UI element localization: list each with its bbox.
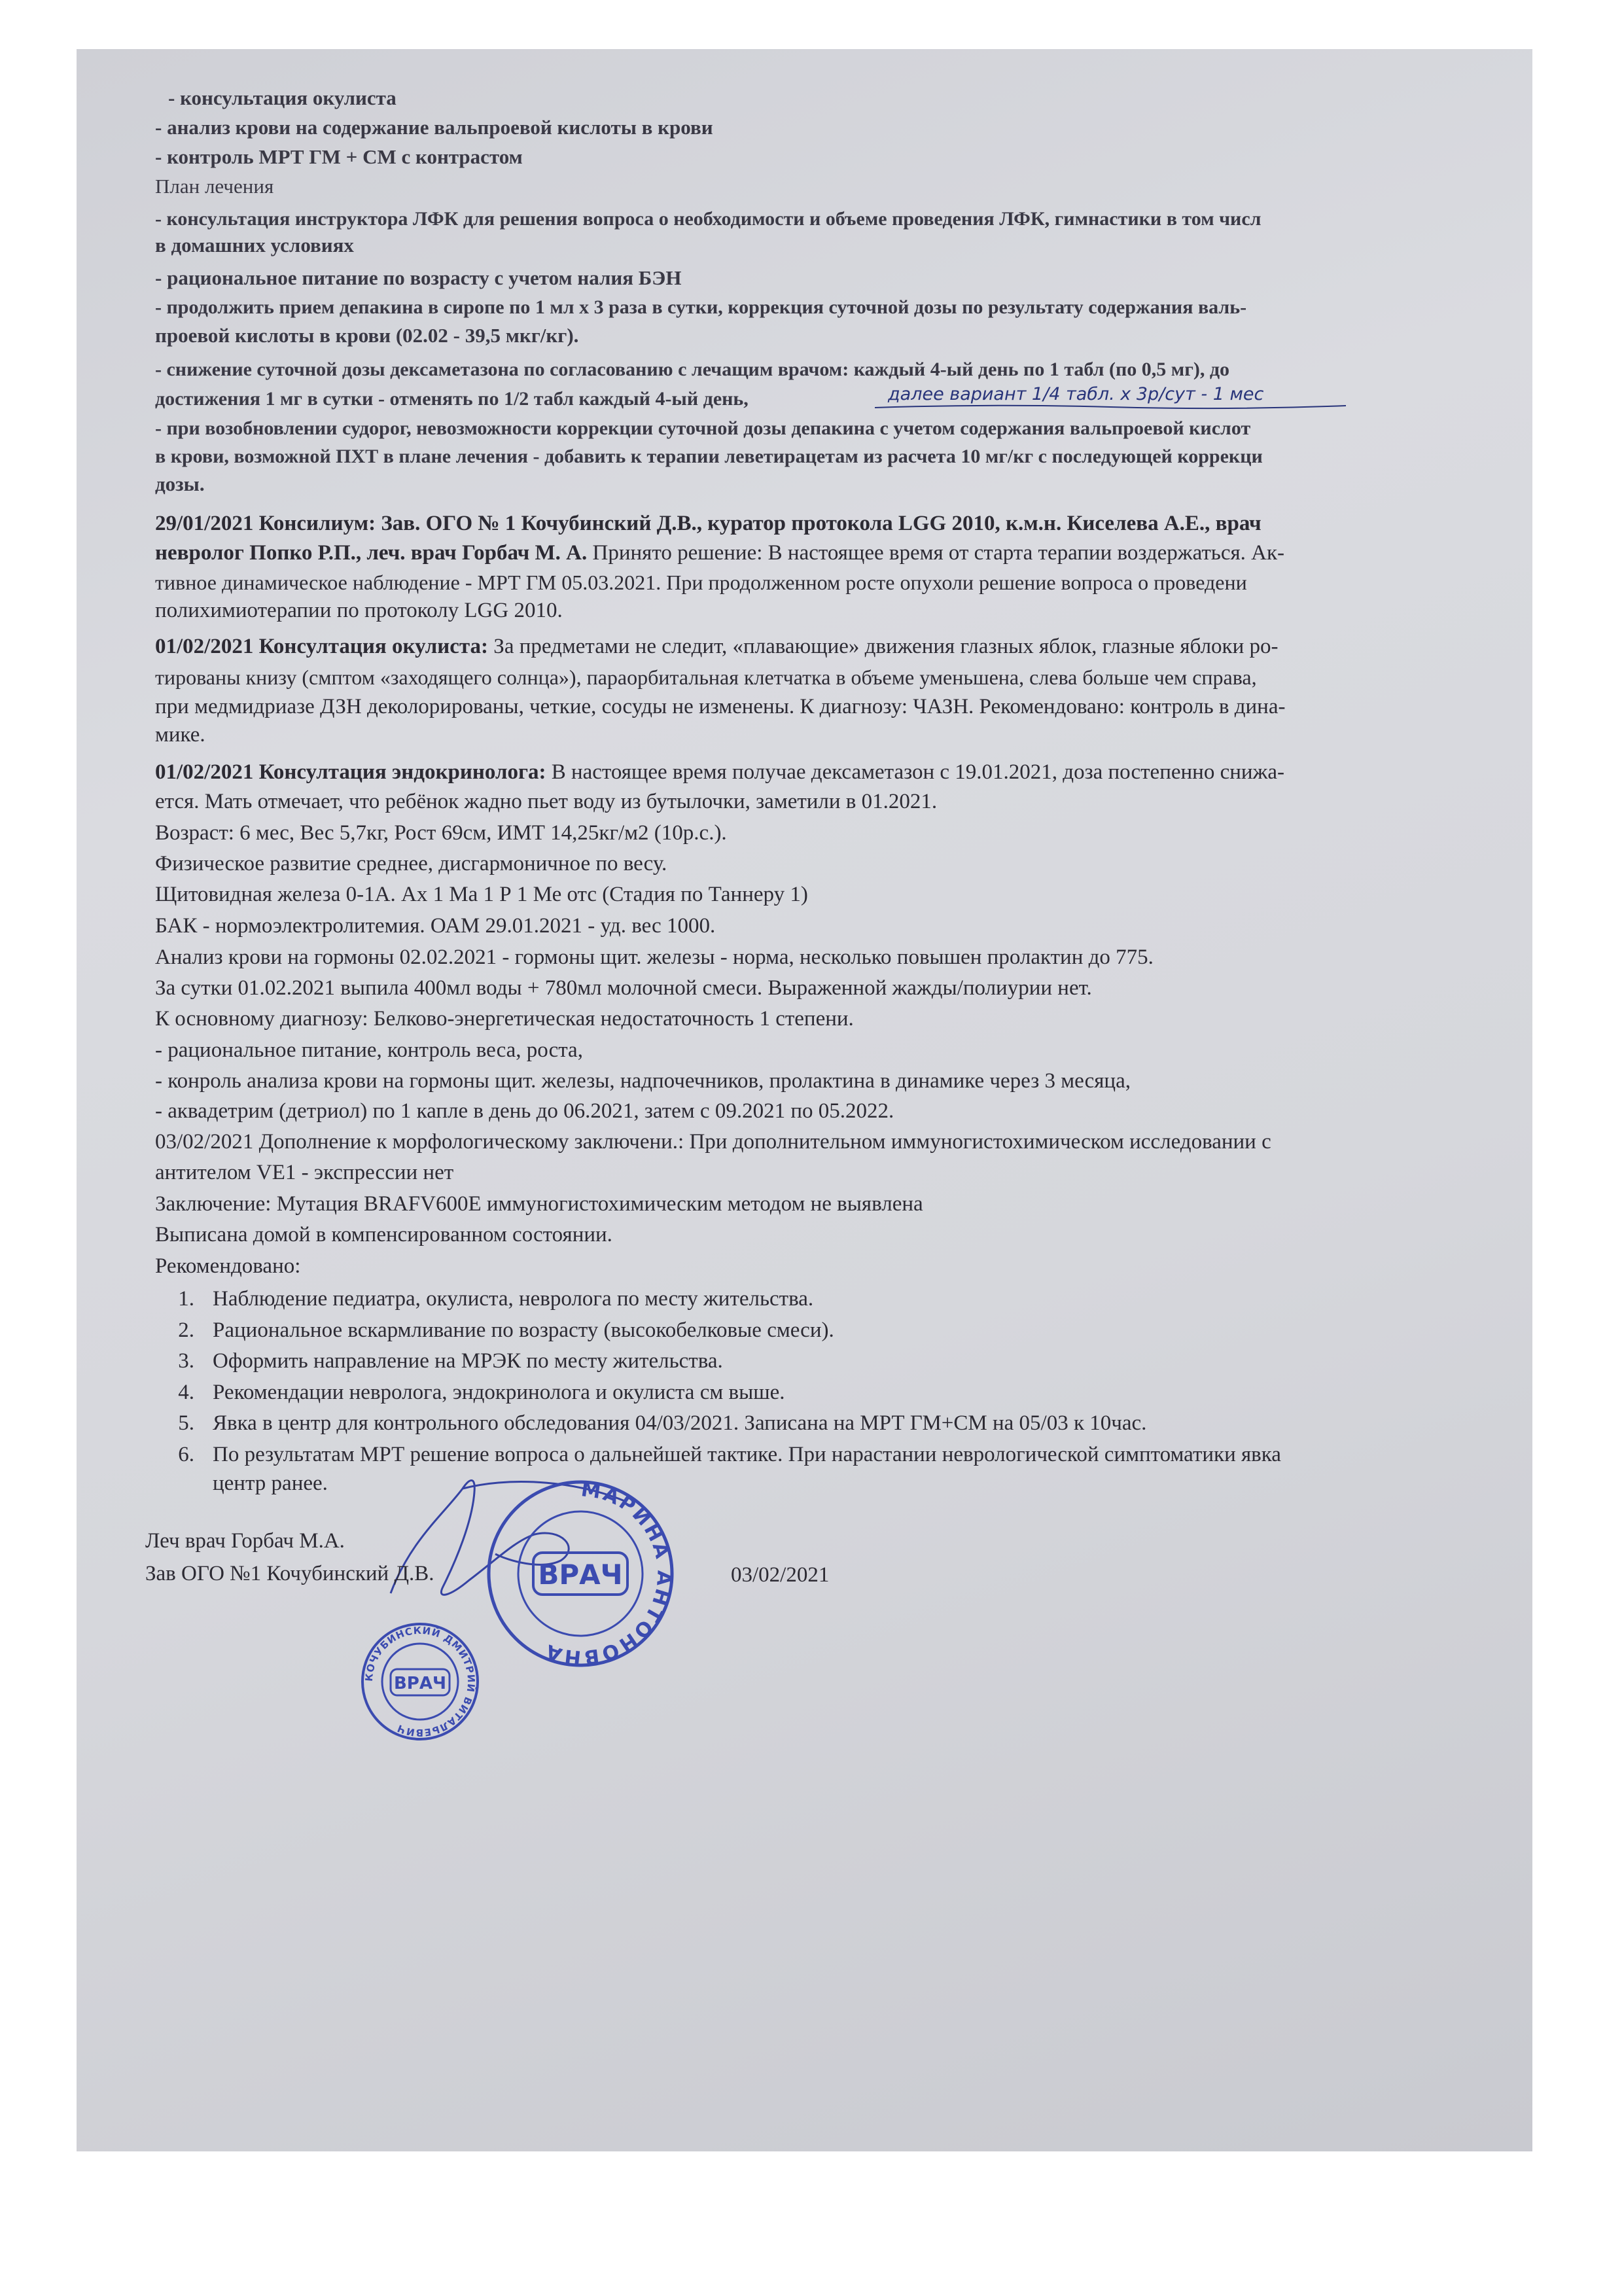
endocrinologist-line: - конроль анализа крови на гормоны щит. железы, надпочечников, пролактина в динамике через 3 месяца, (155, 1069, 1131, 1093)
svg-text:МАРИНА АНТОНОВНА: МАРИНА АНТОНОВНА (541, 1478, 676, 1669)
konsilium-line: полихимиотерапии по протоколу LGG 2010. (155, 599, 563, 622)
konsilium-line: 29/01/2021 Консилиум: Зав. ОГО № 1 Кочубинский Д.В., куратор протокола LGG 2010, к.м.н. Киселева А.Е., врач (155, 512, 1262, 535)
text-line: - при возобновлении судорог, невозможности коррекции суточной дозы депакина с учетом содержания вальпроевой кислот (155, 417, 1251, 439)
text-line: - консультация инструктора ЛФК для решения вопроса о необходимости и объеме проведения ЛФК, гимнастики в том числ (155, 208, 1262, 230)
text-line: - снижение суточной дозы дексаметазона по согласованию с лечащим врачом: каждый 4-ый день по 1 табл (по 0,5 мг), до (155, 359, 1230, 380)
document-photo (77, 49, 1532, 2151)
endocrinologist-line: 01/02/2021 Консултация эндокринолога: В настоящее время получае дексаметазон с 19.01.2021, доза постепенно снижа- (155, 760, 1284, 784)
endocrinologist-line: Физическое развитие среднее, дисгармоничное по весу. (155, 852, 667, 875)
endocrinologist-line: Щитовидная железа 0-1А. Ах 1 Ма 1 Р 1 Ме отс (Стадия по Таннеру 1) (155, 883, 808, 906)
konsilium-line: тивное динамическое наблюдение - МРТ ГМ 05.03.2021. При продолженном росте опухоли решение вопроса о проведени (155, 571, 1247, 594)
addendum-line: Выписана домой в компенсированном состоянии. (155, 1223, 612, 1246)
text-line: в крови, возможной ПХТ в плане лечения - добавить к терапии леветирацетам из расчета 10 мг/кг с последующей коррекци (155, 446, 1263, 467)
endocrinologist-line: - аквадетрим (детриол) по 1 капле в день до 06.2021, затем с 09.2021 по 05.2022. (155, 1099, 894, 1123)
endocrinologist-line: БАК - нормоэлектролитемия. ОАМ 29.01.2021 - уд. вес 1000. (155, 914, 716, 938)
endocrinologist-line: К основному диагнозу: Белково-энергетическая недостаточность 1 степени. (155, 1007, 854, 1031)
addendum-line: 03/02/2021 Дополнение к морфологическому заключени.: При дополнительном иммуногистохимическом исследовании с (155, 1130, 1271, 1154)
endocrinologist-line: ется. Мать отмечает, что ребёнок жадно пьет воду из бутылочки, заметили в 01.2021. (155, 790, 938, 813)
endocrinologist-line: - рациональное питание, контроль веса, роста, (155, 1038, 583, 1062)
stamp-doctor-round (482, 1475, 679, 1672)
addendum-line: Заключение: Мутация BRAFV600E иммуногистохимическим методом не выявлена (155, 1192, 923, 1216)
handwritten-underline (875, 402, 1346, 410)
doctor-signature-label: Леч врач Горбач М.А. (145, 1529, 345, 1553)
endocrinologist-line: Возраст: 6 мес, Вес 5,7кг, Рост 69см, ИМТ 14,25кг/м2 (10р.с.). (155, 821, 727, 845)
svg-text:ВРАЧ: ВРАЧ (538, 1559, 623, 1591)
oculist-line: тированы книзу (смптом «заходящего солнца»), параорбитальная клетчатка в объеме уменьшена, слева больше чем справа, (155, 665, 1257, 689)
oculist-line: при медмидриазе ДЗН деколорированы, четкие, сосуды не изменены. К диагнозу: ЧАЗН. Рекомендовано: контроль в дина- (155, 695, 1286, 718)
section-heading: План лечения (155, 175, 274, 198)
endocrinologist-line: За сутки 01.02.2021 выпила 400мл воды + 780мл молочной смеси. Выраженной жажды/полиурии нет. (155, 976, 1092, 1000)
handwritten-note: далее вариант 1/4 табл. х 3р/сут - 1 мес (888, 384, 1264, 404)
svg-text:КОЧУБИНСКИЙ ДМИТРИЙ ВИТАЛЬЕВИЧ: КОЧУБИНСКИЙ ДМИТРИЙ ВИТАЛЬЕВИЧ (362, 1624, 478, 1739)
text-line: - анализ крови на содержание вальпроевой кислоты в крови (155, 116, 713, 139)
svg-text:ВРАЧ: ВРАЧ (393, 1674, 447, 1693)
text-line: проевой кислоты в крови (02.02 - 39,5 мкг/кг). (155, 324, 579, 347)
text-line: - консультация окулиста (168, 86, 397, 109)
stamp-head-round (358, 1619, 482, 1744)
text-line: в домашних условиях (155, 234, 354, 256)
addendum-line: антителом VE1 - экспрессии нет (155, 1161, 454, 1184)
head-signature-label: Зав ОГО №1 Кочубинский Д.В. (145, 1562, 434, 1585)
endocrinologist-line: Анализ крови на гормоны 02.02.2021 - гормоны щит. железы - норма, несколько повышен пролактин до 775. (155, 945, 1154, 969)
text-line: - рациональное питание по возрасту с учетом налия БЭН (155, 266, 682, 289)
oculist-line: мике. (155, 723, 205, 747)
text-line: - продолжить прием депакина в сиропе по 1 мл х 3 раза в сутки, коррекция суточной дозы по результату содержания валь- (155, 296, 1247, 318)
konsilium-line: невролог Попко Р.П., леч. врач Горбач М. А. Принято решение: В настоящее время от старта терапии воздержаться. Ак- (155, 541, 1285, 565)
oculist-line: 01/02/2021 Консултация окулиста: За предметами не следит, «плавающие» движения глазных яблок, глазные яблоки ро- (155, 635, 1279, 658)
text-line: дозы. (155, 472, 205, 495)
signature-date: 03/02/2021 (731, 1563, 830, 1587)
text-line: достижения 1 мг в сутки - отменять по 1/2 табл каждый 4-ый день, (155, 388, 749, 410)
addendum-line: Рекомендовано: (155, 1254, 301, 1278)
document-sheet: - консультация окулиста - анализ крови на содержание вальпроевой кислоты в крови - контроль МРТ ГМ + СМ с контрастом План лечения - консультация инструктора ЛФК для решения вопроса о необходимости и объеме проведения ЛФК, гимнастики в том числ в домашних условиях - рациональное питание по возрасту с учетом налия БЭН - продолжить прием депакина в сиропе по 1 мл х 3 раза в сутки, коррекция суточной дозы по результату содержания валь- проевой кислоты в крови (02.02 - 39,5 мкг/кг). - снижение суточной дозы дексаметазона по согласованию с лечащим врачом: каждый 4-ый день по 1 табл (по 0,5 мг), до достижения 1 мг в сутки - отменять по 1/2 табл каждый 4-ый день, - при возобновлении судорог, невозможности коррекции суточной дозы депакина с учетом содержания вальпроевой кислот в крови, возможной ПХТ в плане лечения - добавить к терапии леветирацетам из расчета 10 мг/кг с последующей коррекци дозы. далее вариант 1/4 табл. х 3р/сут - 1 мес 29/01/2021 Консилиум: Зав. ОГО № 1 Кочубинский Д.В., куратор протокола LGG 2010, к.м.н. Киселева А.Е., врач невролог Попко Р.П., леч. врач Горбач М. А. Принято решение: В настоящее время от старта терапии воздержаться. Ак- тивное динамическое наблюдение - МРТ ГМ 05.03.2021. При продолженном росте опухоли решение вопроса о проведени полихимиотерапии по протоколу LGG 2010. 01/02/2021 Консултация окулиста: За предметами не следит, «плавающие» движения глазных яблок, глазные яблоки ро- тированы книзу (смптом «заходящего солнца»), параорбитальная клетчатка в объеме уменьшена, слева больше чем справа, при медмидриазе ДЗН деколорированы, четкие, сосуды не изменены. К диагнозу: ЧАЗН. Рекомендовано: контроль в дина- мике. 01/02/2021 Консултация эндокринолога: В настоящее время получае дексаметазон с 19.01.2021, доза постепенно снижа- ется. Мать отмечает, что ребёнок жадно пьет воду из бутылочки, заметили в 01.2021. Возраст: 6 мес, Вес 5,7кг, Рост 69см, ИМТ 14,25кг/м2 (10р.с.). Физическое развитие среднее, дисгармоничное по весу. Щитовидная железа 0-1А. Ах 1 Ма 1 Р 1 Ме отс (Стадия по Таннеру 1) БАК - нормоэлектролитемия. ОАМ 29.01.2021 - уд. вес 1000. Анализ крови на гормоны 02.02.2021 - гормоны щит. железы - норма, несколько повышен пролактин до 775. За сутки 01.02.2021 выпила 400мл воды + 780мл молочной смеси. Выраженной жажды/полиурии нет. К основному диагнозу: Белково-энергетическая недостаточность 1 степени. - рациональное питание, контроль веса, роста, - конроль анализа крови на гормоны щит. железы, надпочечников, пролактина в динамике через 3 месяца, - аквадетрим (детриол) по 1 капле в день до 06.2021, затем с 09.2021 по 05.2022. 03/02/2021 Дополнение к морфологическому заключени.: При дополнительном иммуногистохимическом исследовании с антителом VE1 - экспрессии нет Заключение: Мутация BRAFV600E иммуногистохимическим методом не выявлена Выписана домой в компенсированном состоянии. Рекомендовано: 1. Наблюдение педиатра, окулиста, невролога по месту жительства. 2. Рациональное вскармливание по возрасту (высокобелковые смеси). 3. Оформить направление на МРЭК по месту жительства. 4. Рекомендации невролога, эндокринолога и окулиста см выше. 5. Явка в центр для контрольного обследования 04/03/2021. Записана на МРТ ГМ+СМ на 05/03 к 10час. 6. По результатам МРТ решение вопроса о дальнейшей тактике. При нарастании неврологической симптоматики явка центр ранее. Леч врач Горбач М.А. Зав ОГО №1 Кочубинский Д.В. 03/02/2021 МАРИНА АНТОНОВНА ВРАЧ КОЧУБИНСКИЙ ДМИТРИЙ ВИТАЛЬЕВИЧ ВРАЧ (77, 49, 1532, 2151)
text-line: - контроль МРТ ГМ + СМ с контрастом (155, 145, 523, 168)
